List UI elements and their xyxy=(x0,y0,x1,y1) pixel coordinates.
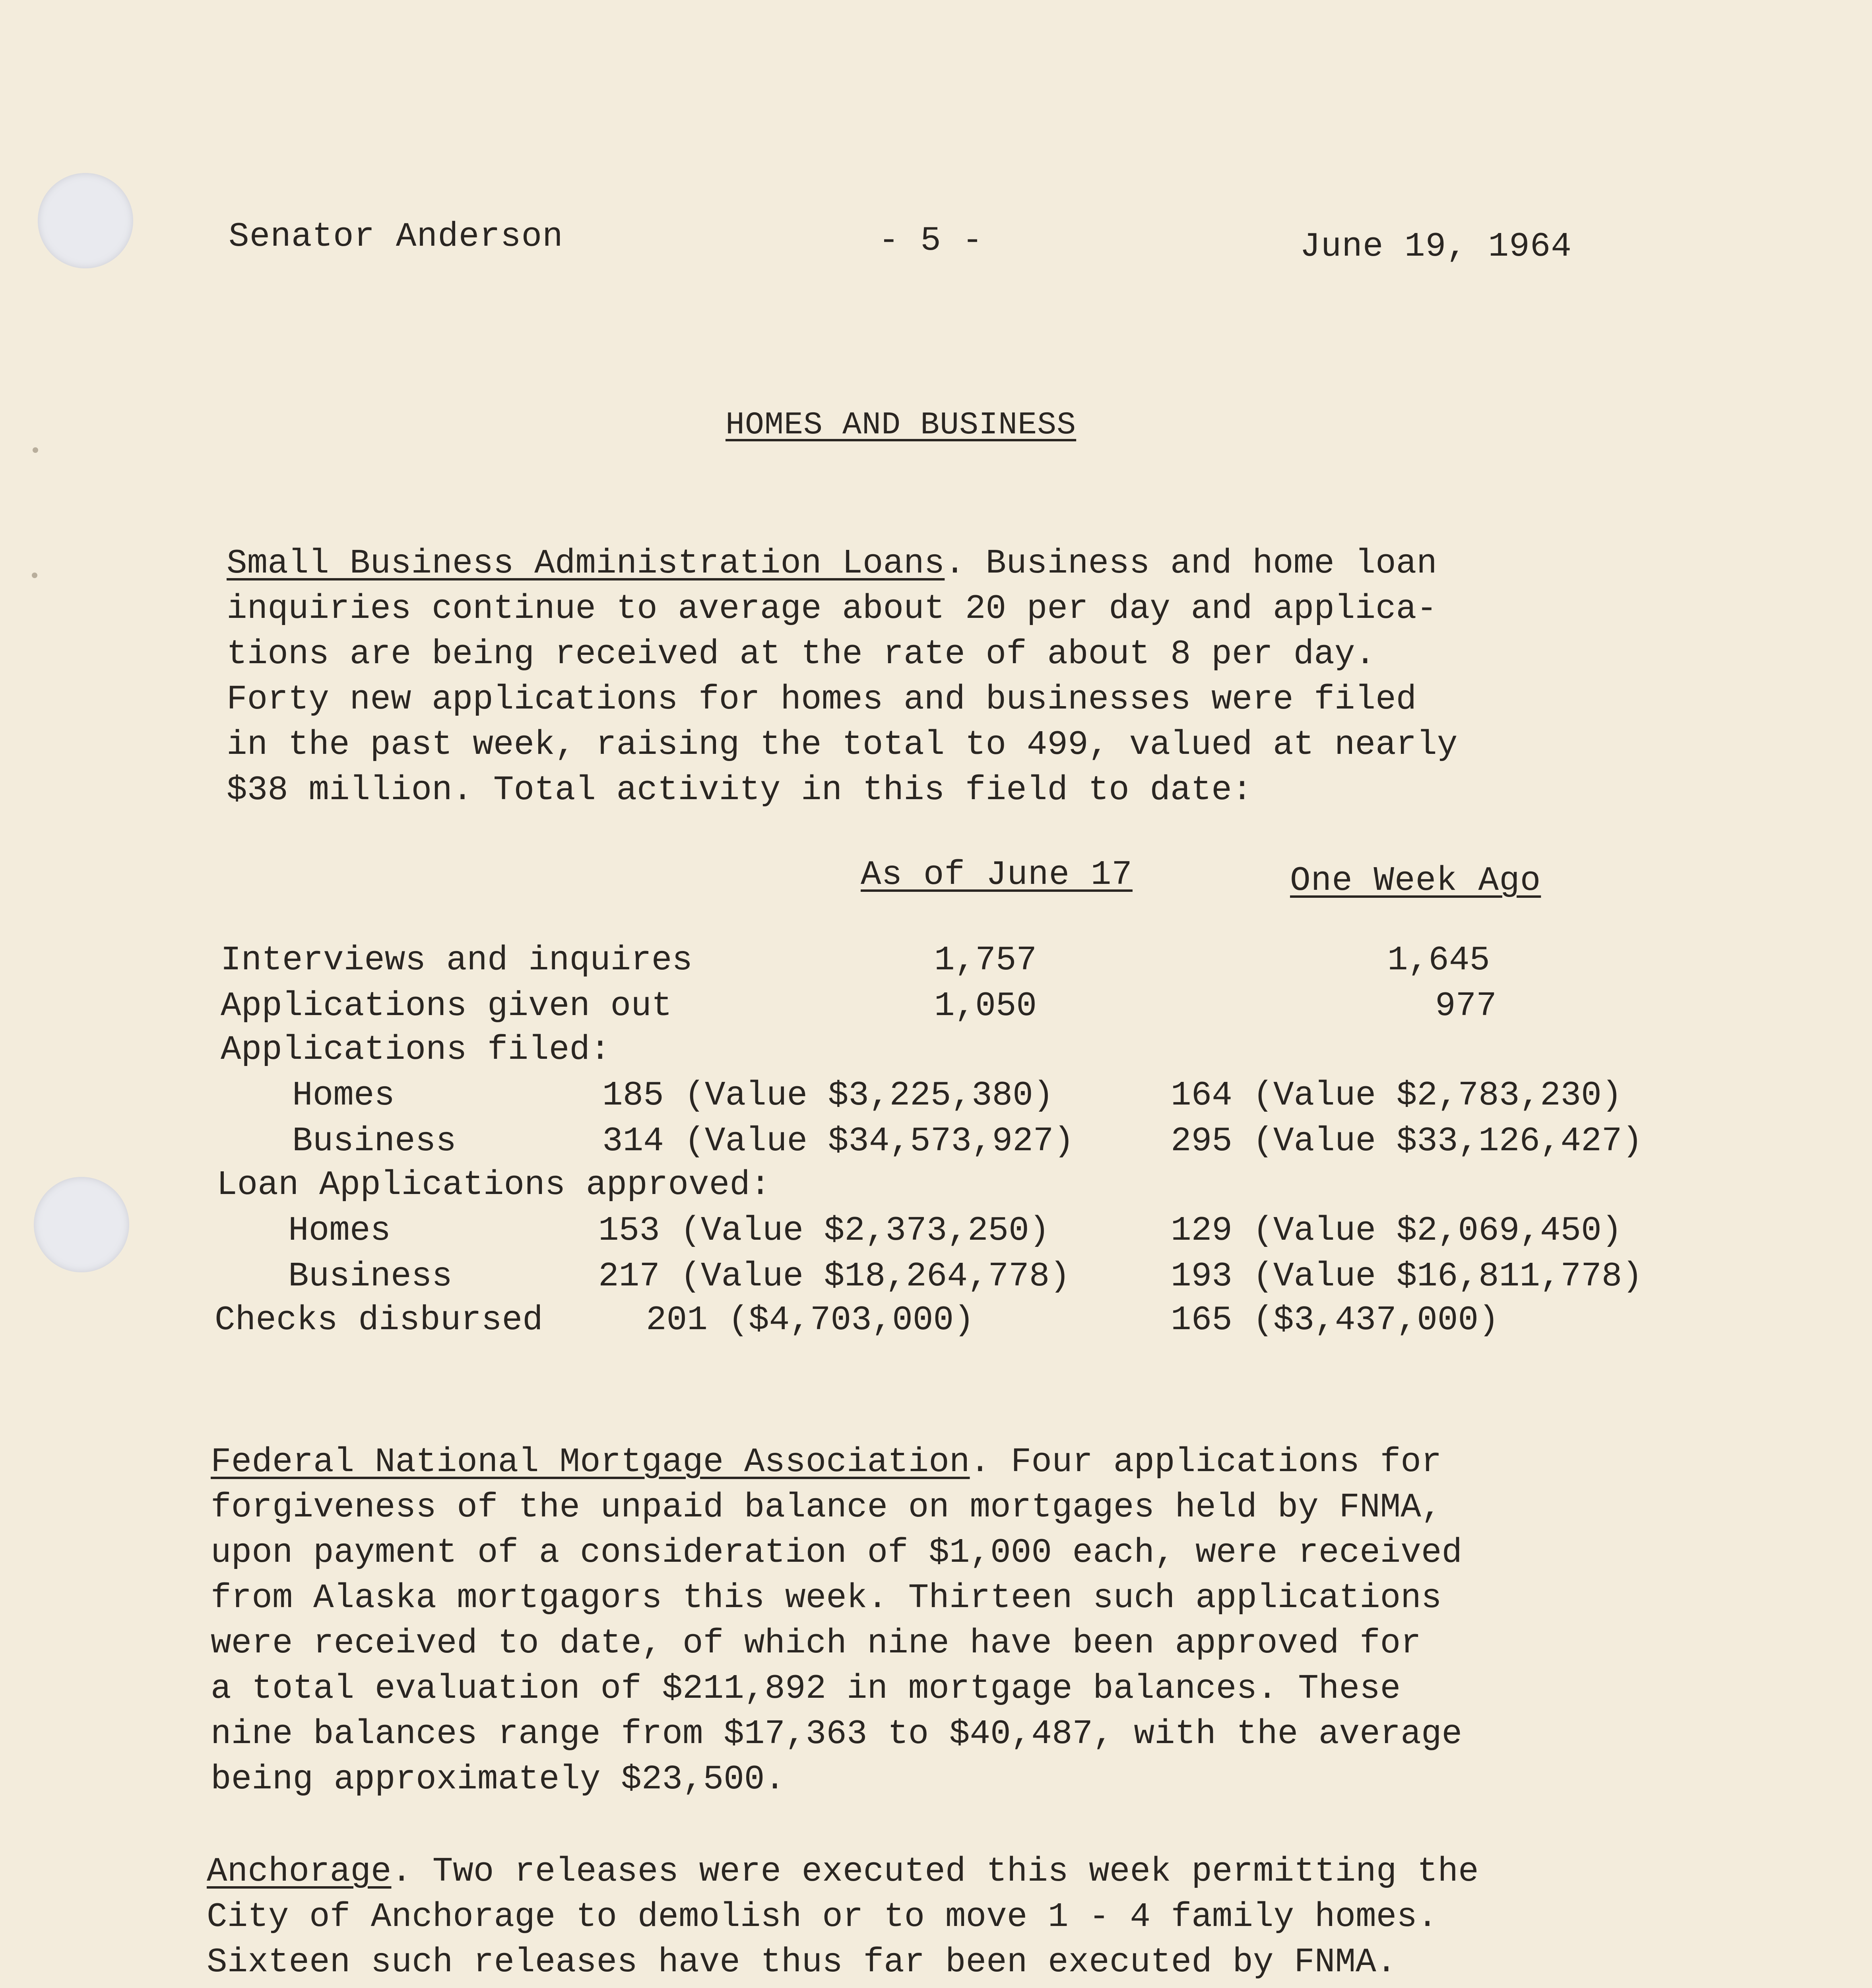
row-label: Loan Applications approved: xyxy=(217,1165,771,1204)
anchorage-heading: Anchorage xyxy=(207,1852,392,1891)
paper-speck xyxy=(33,447,38,453)
sba-line: in the past week, raising the total to 499, valued at nearly xyxy=(227,725,1458,764)
row-label: Homes xyxy=(288,1211,391,1250)
row-prior: 977 xyxy=(1435,986,1497,1025)
fnma-line: nine balances range from $17,363 to $40,487, with the average xyxy=(211,1714,1463,1753)
fnma-line: forgiveness of the unpaid balance on mortgages held by FNMA, xyxy=(211,1488,1442,1527)
punch-hole-top xyxy=(38,173,133,268)
table-row xyxy=(221,1119,1731,1163)
header-senator: Senator Anderson xyxy=(229,217,563,256)
anchorage-first-line: Anchorage. Two releases were executed this week permitting the xyxy=(207,1852,1479,1891)
row-current: 1,757 xyxy=(934,941,1037,980)
fnma-first-line: Federal National Mortgage Association. Four applications for xyxy=(211,1442,1442,1481)
row-prior: 193 (Value $16,811,778) xyxy=(1171,1257,1643,1296)
table-row xyxy=(221,1209,1731,1252)
table-row xyxy=(215,1298,1725,1342)
row-prior: 164 (Value $2,783,230) xyxy=(1171,1076,1622,1115)
anchorage-line: City of Anchorage to demolish or to move 1 - 4 family homes. xyxy=(207,1897,1438,1936)
sba-line: $38 million. Total activity in this field to date: xyxy=(227,771,1253,810)
row-label: Homes xyxy=(292,1076,395,1115)
sba-paragraph xyxy=(227,541,1458,813)
row-current: 185 (Value $3,225,380) xyxy=(602,1076,1054,1115)
fnma-line: were received to date, of which nine have been approved for xyxy=(211,1624,1421,1663)
anchorage-line: Sixteen such releases have thus far been executed by FNMA. xyxy=(207,1943,1397,1982)
row-prior: 295 (Value $33,126,427) xyxy=(1171,1122,1643,1161)
table-row xyxy=(221,938,1731,982)
table-row xyxy=(221,1254,1731,1298)
sba-line: tions are being received at the rate of about 8 per day. xyxy=(227,635,1376,674)
table-header-prior: One Week Ago xyxy=(1290,861,1541,900)
row-current: 201 ($4,703,000) xyxy=(646,1301,974,1340)
row-label: Checks disbursed xyxy=(215,1301,543,1340)
row-prior: 1,645 xyxy=(1387,941,1490,980)
row-label: Business xyxy=(288,1257,452,1296)
sba-heading: Small Business Administration Loans xyxy=(227,544,945,583)
fnma-heading: Federal National Mortgage Association xyxy=(211,1442,970,1481)
fnma-line: a total evaluation of $211,892 in mortgage balances. These xyxy=(211,1669,1401,1708)
sba-line: Forty new applications for homes and businesses were filed xyxy=(227,680,1417,719)
fnma-paragraph xyxy=(211,1439,1462,1802)
row-prior: 165 ($3,437,000) xyxy=(1171,1301,1499,1340)
row-current: 314 (Value $34,573,927) xyxy=(602,1122,1074,1161)
fnma-line: upon payment of a consideration of $1,000 each, were received xyxy=(211,1533,1463,1572)
table-header-current: As of June 17 xyxy=(861,855,1133,894)
punch-hole-middle xyxy=(34,1177,129,1272)
table-row xyxy=(217,1163,1727,1207)
table-row xyxy=(221,1028,1731,1072)
header-date: June 19, 1964 xyxy=(1300,227,1572,266)
row-label: Business xyxy=(292,1122,456,1161)
fnma-line: from Alaska mortgagors this week. Thirteen such applications xyxy=(211,1578,1442,1617)
fnma-line: being approximately $23,500. xyxy=(211,1760,786,1799)
table-row xyxy=(221,984,1731,1028)
sba-first-line: Small Business Administration Loans. Business and home loan xyxy=(227,544,1437,583)
row-current: 153 (Value $2,373,250) xyxy=(598,1211,1050,1250)
row-label: Applications filed: xyxy=(221,1030,611,1069)
row-current: 217 (Value $18,264,778) xyxy=(598,1257,1070,1296)
row-current: 1,050 xyxy=(934,986,1037,1025)
anchorage-paragraph xyxy=(207,1849,1479,1985)
row-label: Applications given out xyxy=(221,986,672,1025)
section-title: HOMES AND BUSINESS xyxy=(726,407,1077,443)
row-label: Interviews and inquires xyxy=(221,941,693,980)
sba-line: inquiries continue to average about 20 per day and applica- xyxy=(227,589,1437,628)
table-row xyxy=(221,1074,1731,1117)
header-page-number: - 5 - xyxy=(879,221,984,260)
row-prior: 129 (Value $2,069,450) xyxy=(1171,1211,1622,1250)
paper-speck xyxy=(32,573,37,578)
